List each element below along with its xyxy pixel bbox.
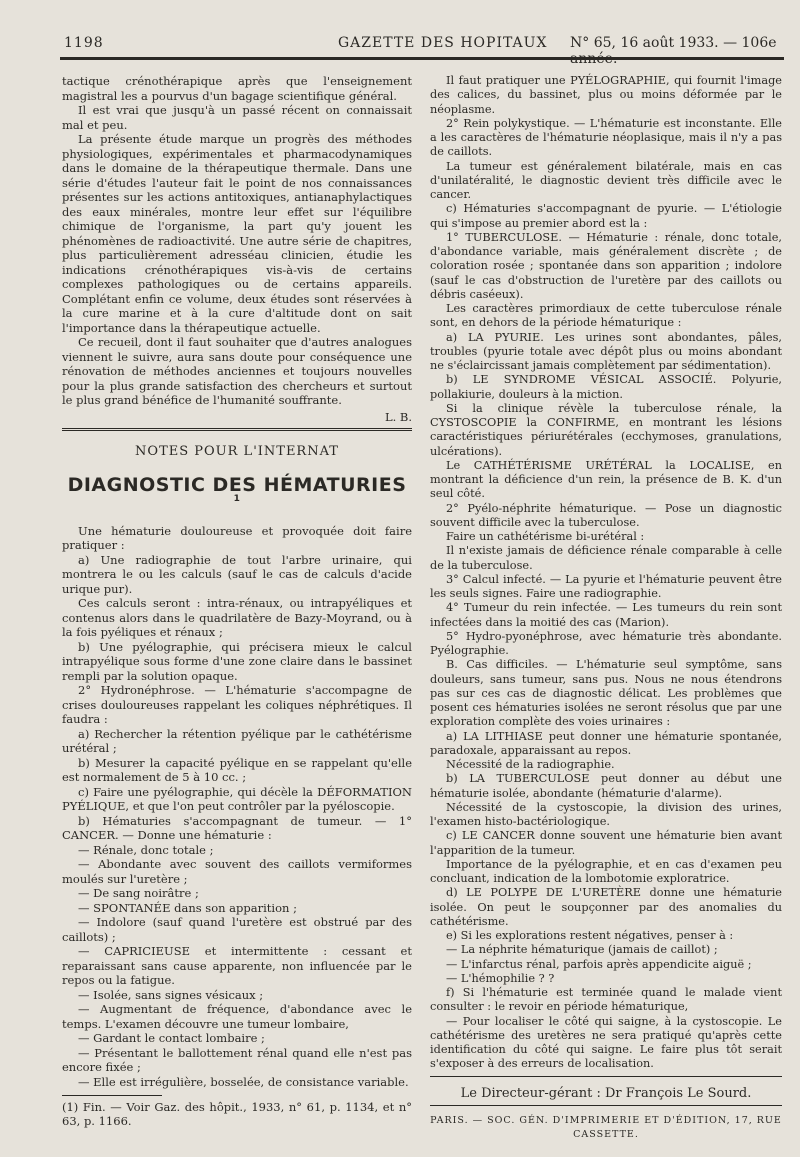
journal-title: GAZETTE DES HOPITAUX: [338, 35, 548, 51]
article-paragraph: a) Une radiographie de tout l'arbre urinaire, qui montrera le ou les calculs (sauf le cas de calculs d'acide urique pur).: [62, 552, 412, 596]
article-paragraph: — SPONTANÉE dans son apparition ;: [78, 900, 297, 915]
article-paragraph: 1° TUBERCULOSE. — Hématurie : rénale, donc totale, d'abondance variable, mais généralement discrète ; de coloration rosée ; spontanée dans son apparition ; indolore (sauf le cas d'obstruction de l'uretère par des caillots ou débris caséeux).: [430, 230, 782, 301]
article-paragraph: b) Mesurer la capacité pyélique en se rappelant qu'elle est normalement de 5 à 10 cc. ;: [62, 755, 412, 785]
article-paragraph: 4° Tumeur du rein infectée. — Les tumeurs du rein sont infectées dans la moitié des cas (Marion).: [430, 601, 782, 629]
title-footnote-mark: 1: [233, 494, 241, 504]
article-paragraph: — Présentant le ballottement rénal quand elle n'est pas encore fixée ;: [62, 1045, 412, 1075]
article-paragraph: — Pour localiser le côté qui saigne, à la cystoscopie. Le cathétérisme des uretères ne sera pratiqué qu'après cette identification du côté qui saigne. Le faire plus tôt serait s'exposer à des erreurs de localisation.: [430, 1014, 782, 1071]
article-paragraph: 2° Hydronéphrose. — L'hématurie s'accompagne de crises douloureuses rappelant les coliques néphrétiques. Il faudra :: [62, 683, 412, 727]
article-paragraph: Importance de la pyélographie, et en cas d'examen peu concluant, indication de la lombotomie exploratrice.: [430, 857, 782, 885]
article-paragraph: Une hématurie douloureuse et provoquée doit faire pratiquer :: [62, 523, 412, 553]
article-paragraph: f) Si l'hématurie est terminée quand le malade vient consulter : le revoir en période hématurique,: [430, 986, 782, 1014]
article-paragraph: b) Une pyélographie, qui précisera mieux le calcul intrapyélique sous forme d'une zone claire dans le bassinet rempli par la solution opaque.: [62, 639, 412, 683]
article-paragraph: B. Cas difficiles. — L'hématurie seul symptôme, sans douleurs, sans tumeur, sans pus. Nous ne nous étendrons pas sur ces cas de diagnostic délicat. Les problèmes que posent ces hématuries isolées ne seront résolus que par une exploration complète des voies urinaires :: [430, 658, 782, 729]
review-paragraph: Ce recueil, dont il faut souhaiter que d'autres analogues viennent le suivre, aura sans doute pour conséquence une rénovation de méthodes anciennes et toujours nouvelles pour la plus grande satisfaction des chercheurs et surtout le plus grand bénéfice de l'humanité souffrante.: [62, 335, 412, 407]
article-paragraph: — Abondante avec souvent des caillots vermiformes moulés sur l'uretère ;: [62, 857, 412, 886]
article-paragraph: a) Rechercher la rétention pyélique par le cathétérisme urétéral ;: [62, 726, 412, 756]
article-paragraph: a) LA LITHIASE peut donner une hématurie spontanée, paradoxale, apparaissant au repos.: [430, 729, 782, 757]
article-paragraph: c) Hématuries s'accompagnant de pyurie. — L'étiologie qui s'impose au premier abord est la :: [430, 202, 782, 230]
footnote: (1) Fin. — Voir Gaz. des hôpit., 1933, n° 61, p. 1134, et n° 63, p. 1166.: [62, 1100, 412, 1129]
article-paragraph: Si la clinique révèle la tuberculose rénale, la CYSTOSCOPIE la CONFIRME, en montrant les lésions caractéristiques périurétérales (ecchymoses, granulations, ulcérations).: [430, 401, 782, 458]
article-paragraph: b) LE SYNDROME VÉSICAL ASSOCIÉ. Polyurie, pollakiurie, douleurs à la miction.: [430, 373, 782, 401]
article-paragraph: — Augmentant de fréquence, d'abondance avec le temps. L'examen découvre une tumeur lombaire,: [62, 1002, 412, 1031]
article-paragraph: c) Faire une pyélographie, qui décèle la DÉFORMATION PYÉLIQUE, et que l'on peut contrôler par la pyéloscopie.: [62, 784, 412, 814]
divider: [430, 1076, 782, 1077]
footnote-rule: [62, 1095, 162, 1096]
article-paragraph: 3° Calcul infecté. — La pyurie et l'hématurie peuvent être les seuls signes. Faire une radiographie.: [430, 572, 782, 600]
page-number: 1198: [64, 35, 104, 51]
article-paragraph: — Rénale, donc totale ;: [78, 842, 214, 857]
article-paragraph: b) Hématuries s'accompagnant de tumeur. — 1° CANCER. — Donne une hématurie :: [62, 813, 412, 843]
article-paragraph: Le CATHÉTÉRISME URÉTÉRAL la LOCALISE, en montrant la déficience d'un rein, la présence de B. K. d'un seul côté.: [430, 458, 782, 501]
review-signature: L. B.: [384, 409, 412, 424]
article-paragraph: Il n'existe jamais de déficience rénale comparable à celle de la tuberculose.: [430, 544, 782, 572]
review-paragraph: La présente étude marque un progrès des méthodes physiologiques, expérimentales et pharmacodynamiques dans le domaine de la thérapeutique thermale. Dans une série d'études l'auteur fait le point de nos connaissances présentes sur les actions antitoxiques, antianaphylactiques des eaux minérales, montre leur effet sur l'équilibre chimique de l'organisme, la part qu'y jouent les phénomènes de radioactivité. Une autre série de chapitres, plus particulièrement adresséau clinicien, étudie les indications crénothérapiques vis-à-vis de certains complexes pathologiques ou de certains appareils. Complétant enfin ce volume, deux études sont réservées à la cure marine et à la cure d'altitude dont on sait l'importance dans la thérapeutique actuelle.: [62, 132, 412, 335]
article-title-text: DIAGNOSTIC DES HÉMATURIES: [67, 473, 407, 496]
section-title: NOTES POUR L'INTERNAT: [135, 444, 339, 459]
header-rule: [60, 57, 784, 60]
article-paragraph: La tumeur est généralement bilatérale, mais en cas d'unilatéralité, le diagnostic devient très difficile avec le cancer.: [430, 159, 782, 201]
article-paragraph: Il faut pratiquer une PYÉLOGRAPHIE, qui fournit l'image des calices, du bassinet, plus ou moins déformée par le néoplasme.: [430, 74, 782, 116]
article-paragraph: — Indolore (sauf quand l'uretère est obstrué par des caillots) ;: [62, 915, 412, 944]
article-title: [62, 473, 412, 510]
article-paragraph: — De sang noirâtre ;: [78, 886, 199, 901]
article-paragraph: — CAPRICIEUSE et intermittente : cessant et reparaissant sans cause apparente, non influencée par le repos ou la fatigue.: [62, 944, 412, 988]
article-paragraph: 5° Hydro-pyonéphrose, avec hématurie très abondante. Pyélographie.: [430, 629, 782, 657]
article-paragraph: — L'infarctus rénal, parfois après appendicite aiguë ;: [446, 957, 752, 971]
review-paragraph: Il est vrai que jusqu'à un passé récent on connaissait mal et peu.: [62, 103, 412, 132]
left-column: [62, 74, 412, 1128]
article-paragraph: — La néphrite hématurique (jamais de caillot) ;: [446, 943, 718, 957]
article-paragraph: 2° Pyélo-néphrite hématurique. — Pose un diagnostic souvent difficile avec la tuberculose.: [430, 501, 782, 529]
article-paragraph: b) LA TUBERCULOSE peut donner au début une hématurie isolée, abondante (hématurie d'alarme).: [430, 772, 782, 800]
article-paragraph: 2° Rein polykystique. — L'hématurie est inconstante. Elle a les caractères de l'hématurie néoplasique, mais il n'y a pas de caillots.: [430, 116, 782, 159]
article-paragraph: — Elle est irrégulière, bosselée, de consistance variable.: [78, 1074, 409, 1089]
printer-line: PARIS. — SOC. GÉN. D'IMPRIMERIE ET D'ÉDITION, 17, RUE CASSETTE.: [430, 1114, 782, 1140]
article-paragraph: Nécessité de la cystoscopie, la division des urines, l'examen histo-bactériologique.: [430, 800, 782, 828]
article-paragraph: Les caractères primordiaux de cette tuberculose rénale sont, en dehors de la période hématurique :: [430, 302, 782, 330]
article-paragraph: Ces calculs seront : intra-rénaux, ou intrapyéliques et contenus alors dans le quadrilatère de Bazy-Moyrand, ou à la fois pyéliques et rénaux ;: [62, 596, 412, 640]
article-paragraph: a) LA PYURIE. Les urines sont abondantes, pâles, troubles (pyurie totale avec dépôt plus ou moins abondant ne s'éclaircissant jamais complètement par sédimentation).: [430, 330, 782, 372]
divider: [430, 1105, 782, 1106]
director-line: Le Directeur-gérant : Dr François Le Sourd.: [460, 1085, 752, 1101]
issue-info: N° 65, 16 août 1933. — 106e année.: [570, 35, 777, 67]
article-paragraph: c) LE CANCER donne souvent une hématurie bien avant l'apparition de la tumeur.: [430, 829, 782, 857]
article-paragraph: — Gardant le contact lombaire ;: [78, 1031, 265, 1046]
review-paragraph: tactique crénothérapique après que l'enseignement magistral les a pourvus d'un bagage scientifique général.: [62, 74, 412, 103]
page-header: [0, 0, 800, 68]
right-column: [430, 74, 782, 1142]
article-paragraph: e) Si les explorations restent négatives, penser à :: [446, 929, 734, 942]
article-paragraph: — Isolée, sans signes vésicaux ;: [78, 987, 264, 1002]
article-paragraph: Nécessité de la radiographie.: [446, 758, 615, 771]
article-paragraph: — L'hémophilie ? ?: [446, 971, 555, 985]
article-paragraph: Faire un cathétérisme bi-urétéral :: [446, 530, 645, 543]
article-paragraph: d) LE POLYPE DE L'URETÈRE donne une hématurie isolée. On peut le soupçonner par des anomalies du cathétérisme.: [430, 886, 782, 928]
divider: [62, 428, 412, 431]
